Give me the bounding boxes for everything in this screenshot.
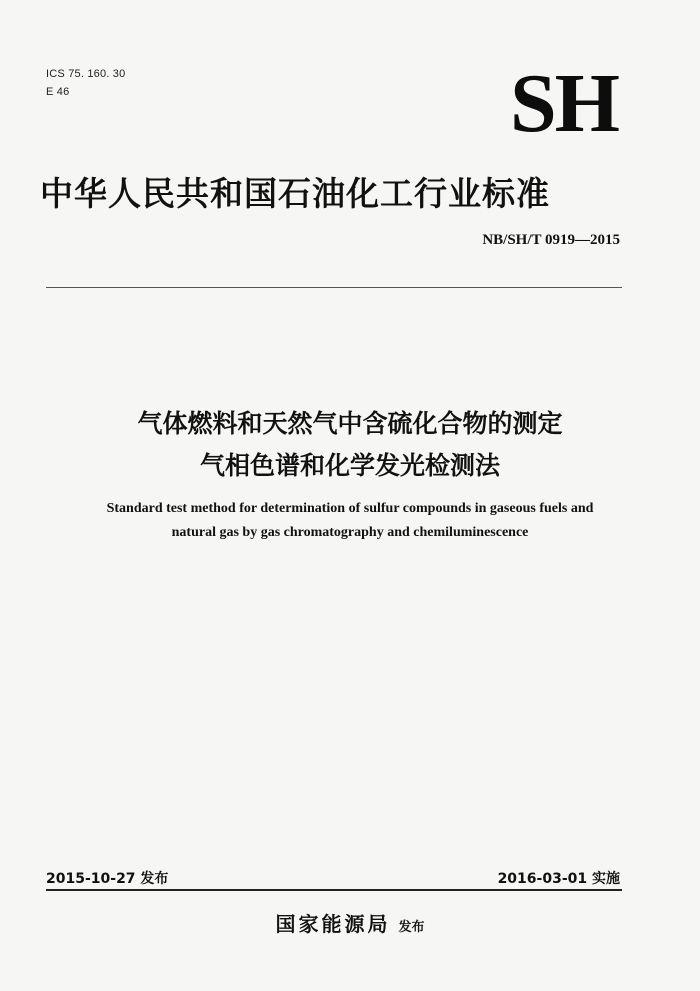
classification-code: E 46 — [46, 86, 70, 98]
title-en-line2: natural gas by gas chromatography and chemiluminescence — [171, 525, 529, 540]
organization-title: 中华人民共和国石油化工行业标准 — [40, 174, 550, 213]
title-cn-line1: 气体燃料和天然气中含硫化合物的测定 — [137, 409, 563, 438]
sh-mark: SH — [509, 57, 618, 150]
publisher — [0, 908, 700, 937]
implementation-date: 2016-03-01 实施 — [497, 871, 620, 887]
title-en-line1: Standard test method for determination of sulfur compounds in gaseous fuels and — [106, 501, 594, 516]
publisher-suffix: 发布 — [398, 920, 425, 935]
top-divider — [46, 287, 622, 288]
ics-code: ICS 75. 160. 30 — [46, 68, 126, 80]
issue-date: 2015-10-27 发布 — [46, 871, 169, 887]
bottom-divider — [46, 889, 622, 891]
standard-number: NB/SH/T 0919—2015 — [482, 232, 620, 248]
title-cn-line2: 气相色谱和化学发光检测法 — [199, 451, 500, 480]
publisher-name: 国家能源局 — [275, 912, 391, 936]
